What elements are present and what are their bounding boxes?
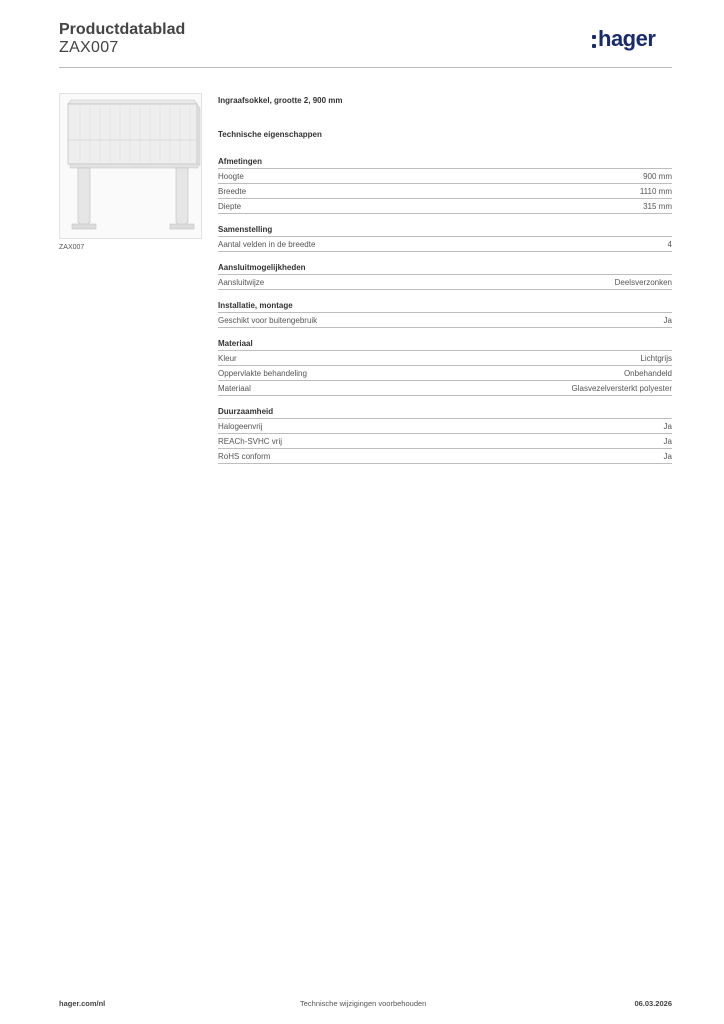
spec-value: Deelsverzonken [614, 278, 672, 287]
spec-label: REACh-SVHC vrij [218, 437, 283, 446]
spec-label: Oppervlakte behandeling [218, 369, 307, 378]
spec-row [218, 351, 672, 366]
footer-date: 06.03.2026 [634, 999, 672, 1008]
spec-row [218, 434, 672, 449]
spec-row [218, 184, 672, 199]
footer-url: hager.com/nl [59, 999, 106, 1008]
logo-text: hager [598, 26, 656, 51]
spec-value: Ja [663, 316, 672, 325]
spec-label: RoHS conform [218, 452, 271, 461]
spec-label: Geschikt voor buitengebruik [218, 316, 318, 325]
product-photo-icon [60, 94, 203, 240]
spec-label: Aantal velden in de breedte [218, 240, 316, 249]
section-title: Installatie, montage [218, 300, 672, 313]
section-connection [218, 262, 672, 290]
specifications [218, 96, 672, 464]
section-title: Afmetingen [218, 156, 672, 169]
spec-row [218, 419, 672, 434]
section-title: Materiaal [218, 338, 672, 351]
section-material [218, 338, 672, 396]
spec-value: 900 mm [643, 172, 672, 181]
logo-dot [592, 44, 596, 48]
spec-row [218, 169, 672, 184]
spec-label: Hoogte [218, 172, 244, 181]
spec-row [218, 237, 672, 252]
section-title: Aansluitmogelijkheden [218, 262, 672, 275]
header-divider [59, 67, 672, 68]
product-name: Ingraafsokkel, grootte 2, 900 mm [218, 96, 343, 105]
section-installation [218, 300, 672, 328]
spec-value: 4 [667, 240, 672, 249]
spec-row [218, 275, 672, 290]
product-code: ZAX007 [59, 39, 119, 56]
spec-label: Kleur [218, 354, 237, 363]
spec-value: Lichtgrijs [640, 354, 672, 363]
section-title: Duurzaamheid [218, 406, 672, 419]
image-caption: ZAX007 [59, 244, 85, 251]
spec-value: Ja [663, 437, 672, 446]
spec-value: 1110 mm [639, 187, 672, 196]
spec-value: Ja [663, 452, 672, 461]
section-dimensions [218, 156, 672, 214]
spec-value: Onbehandeld [623, 369, 672, 378]
spec-label: Diepte [218, 202, 242, 211]
spec-row [218, 449, 672, 464]
spec-row [218, 313, 672, 328]
product-image [59, 93, 202, 239]
logo-colon-icon [592, 35, 596, 48]
spec-value: Ja [663, 422, 672, 431]
hager-logo [592, 28, 655, 50]
logo-dot [592, 35, 596, 39]
section-composition [218, 224, 672, 252]
spec-row [218, 199, 672, 214]
spec-label: Materiaal [218, 384, 251, 393]
footer-disclaimer: Technische wijzigingen voorbehouden [300, 999, 427, 1008]
section-sustainability [218, 406, 672, 464]
page-title: Productdatablad [59, 21, 186, 38]
spec-label: Aansluitwijze [218, 278, 265, 287]
technical-properties-title: Technische eigenschappen [218, 130, 322, 139]
section-title: Samenstelling [218, 224, 672, 237]
spec-row [218, 381, 672, 396]
spec-value: 315 mm [643, 202, 672, 211]
spec-value: Glasvezelversterkt polyester [571, 384, 672, 393]
spec-label: Halogeenvrij [218, 422, 263, 431]
spec-label: Breedte [218, 187, 247, 196]
spec-row [218, 366, 672, 381]
